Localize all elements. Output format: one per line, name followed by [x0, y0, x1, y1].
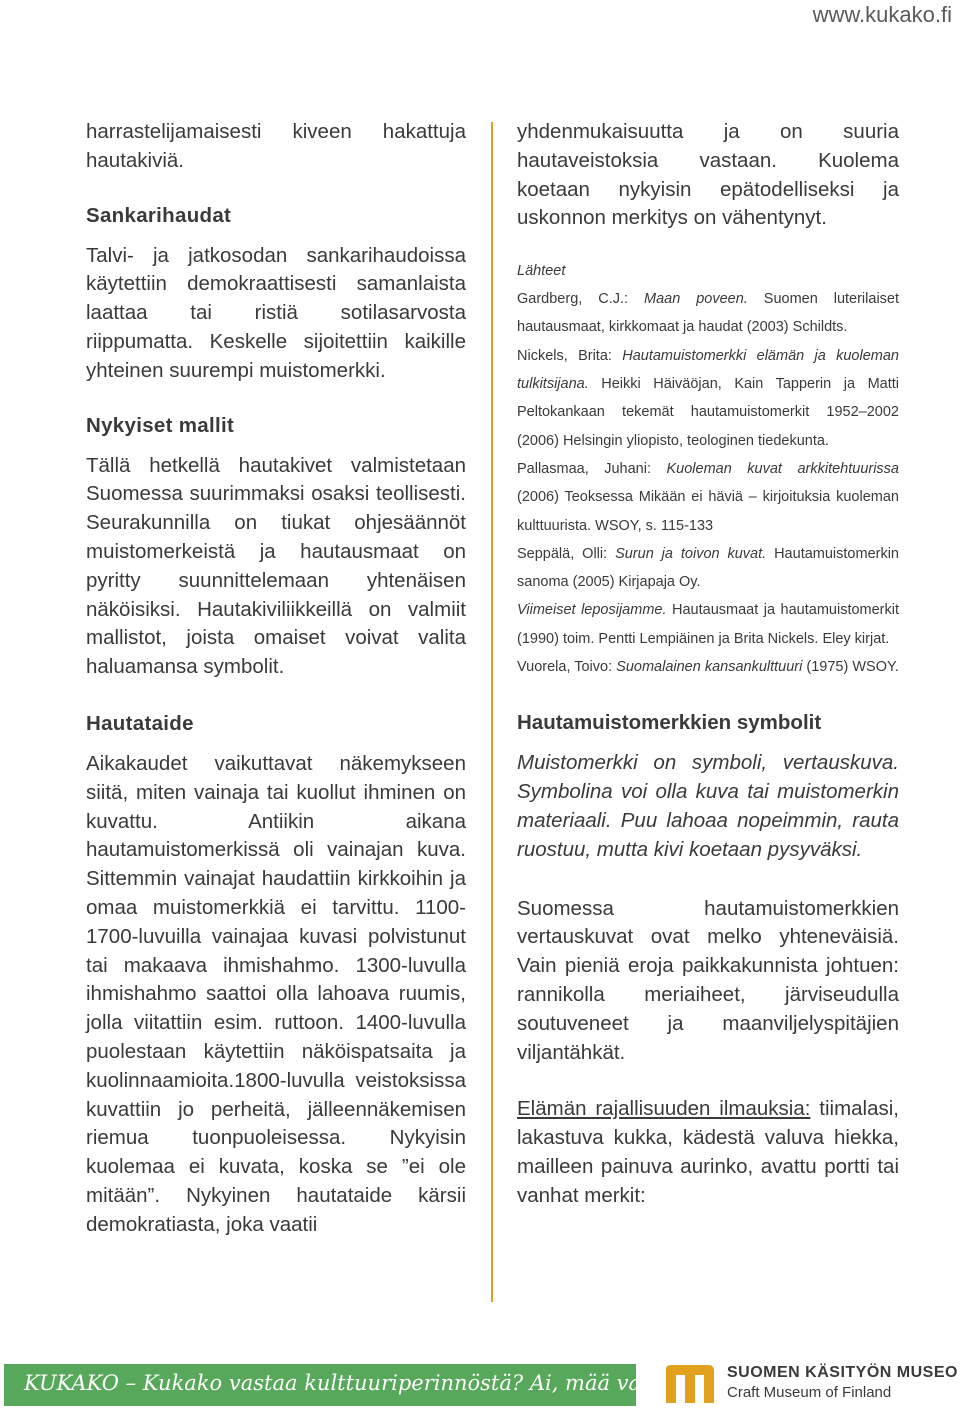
- museum-name-fi: SUOMEN KÄSITYÖN MUSEO: [727, 1364, 958, 1381]
- left-column: [86, 118, 466, 1240]
- references-title: Lähteet: [517, 263, 566, 280]
- paragraph-vertauskuvat: Suomessa hautamuistomerkkien vertauskuvat ovat melko yhteneväisiä. Vain pieniä eroja paikkakunnista johtuen: rannikolla meriaiheet, järviseudulla soutuveneet ja maanviljelyspitäjien viljantähkät.: [517, 896, 899, 1064]
- reference-item: Vuorela, Toivo: Suomalainen kansankulttuuri (1975) WSOY.: [517, 659, 899, 676]
- site-url[interactable]: www.kukako.fi: [812, 2, 952, 27]
- paragraph-sankarihaudat: Talvi- ja jatkosodan sankarihaudoissa käytettiin demokraattisesti samanlaista laattaa tai ristiä sotilasarvosta riippumatta. Keskelle sijoitettiin kaikille yhteinen suurempi muistomerkki.: [86, 243, 466, 382]
- reference-item: Seppälä, Olli: Surun ja toivon kuvat. Hautamuistomerkin sanoma (2005) Kirjapaja Oy.: [517, 545, 899, 591]
- column-divider: [491, 122, 493, 1302]
- right-column: [517, 118, 899, 1211]
- heading-hautataide: Hautataide: [86, 711, 194, 735]
- paragraph-nykyiset-mallit: Tällä hetkellä hautakivet valmistetaan Suomessa suurimmaksi osaksi teollisesti. Seurakunnilla on tiukat ohjesäännöt muistomerkeistä ja hautausmaat on pyritty suunnittelemaan yhtenäisen näköisiksi. Hautakiviliikkeillä on valmiit mallistot, joista omaiset voivat valita haluamansa symbolit.: [86, 453, 466, 679]
- reference-item: Viimeiset leposijamme. Hautausmaat ja hautamuistomerkit (1990) toim. Pentti Lempiäinen ja Brita Nickels. Eley kirjat.: [517, 602, 900, 647]
- footer-tagline: KUKAKO – Kukako vastaa kulttuuriperinnöstä? Ai, mää vai?: [24, 1371, 660, 1395]
- museum-logo-icon: [664, 1363, 716, 1405]
- right-intro: yhdenmukaisuutta ja on suuria hautaveistoksia vastaan. Kuolema koetaan nykyisin epätodelliseksi ja uskonnon merkitys on vähentynyt.: [517, 120, 899, 230]
- heading-symbolit: Hautamuistomerkkien symbolit: [517, 711, 822, 735]
- reference-item: Nickels, Brita: Hautamuistomerkki elämän ja kuoleman tulkitsijana. Heikki Häiväöjan, Kain Tapperin ja Matti Peltokankaan tekemät hautamuistomerkit 1952–2002 (2006) Helsingin yliopisto, teologinen tiedekunta.: [517, 347, 899, 449]
- reference-item: Gardberg, C.J.: Maan poveen. Suomen luterilaiset hautausmaat, kirkkomaat ja haudat (2003) Schildts.: [517, 291, 900, 336]
- footer: [0, 1360, 960, 1409]
- left-intro: harrastelijamaisesti kiveen hakattuja hautakiviä.: [86, 120, 466, 172]
- heading-sankarihaudat: Sankarihaudat: [86, 203, 232, 227]
- heading-nykyiset-mallit: Nykyiset mallit: [86, 413, 235, 437]
- footer-tagline-band: [4, 1364, 660, 1406]
- reference-item: Pallasmaa, Juhani: Kuoleman kuvat arkkitehtuurissa (2006) Teoksessa Mikään ei häviä – kirjoituksia kuoleman kulttuurista. WSOY, s. 115-133: [517, 460, 899, 534]
- museum-name: [727, 1364, 958, 1401]
- paragraph-hautataide: Aikakaudet vaikuttavat näkemykseen siitä, miten vainaja tai kuollut ihminen on kuvattu. Antiikin aikana hautamuistomerkissä oli vainajan kuva. Sittemmin vainajat haudattiin kirkkoihin ja omaa muistomerkkiä ei tarvittu. 1100-1700-luvuilla vainajaa kuvasi polvistunut tai makaava ihmishahmo. 1300-luvulla ihmishahmo saattoi olla lahoava ruumis, jolla viitattiin esim. ruttoon. 1400-luvulla puolestaan käytettiin näköispatsaita ja kuolinnaamioita.1800-luvulla veistoksissa kuvattiin jo perheitä, jälleennäkemisen riemua tuonpuoleisessa. Nykyisin kuolemaa ei kuvata, koska se ”ei ole mitään”. Nykyinen hautataide kärsii demokratiasta, joka vaatii: [86, 751, 466, 1236]
- paragraph-rajallisuus: Elämän rajallisuuden ilmauksia: tiimalasi, lakastuva kukka, kädestä valuva hiekka, mailleen painuva aurinko, avattu portti tai vanhat merkit:: [517, 1097, 899, 1207]
- symbolit-lead: Muistomerkki on symboli, vertauskuva. Symbolina voi olla kuva tai muistomerkin materiaali. Puu lahoaa nopeimmin, rauta ruostuu, mutta kivi koetaan pysyväksi.: [517, 751, 899, 861]
- rajallisuus-label: Elämän rajallisuuden ilmauksia:: [517, 1097, 811, 1121]
- references-list: [517, 285, 899, 681]
- museum-name-en: Craft Museum of Finland: [727, 1384, 892, 1401]
